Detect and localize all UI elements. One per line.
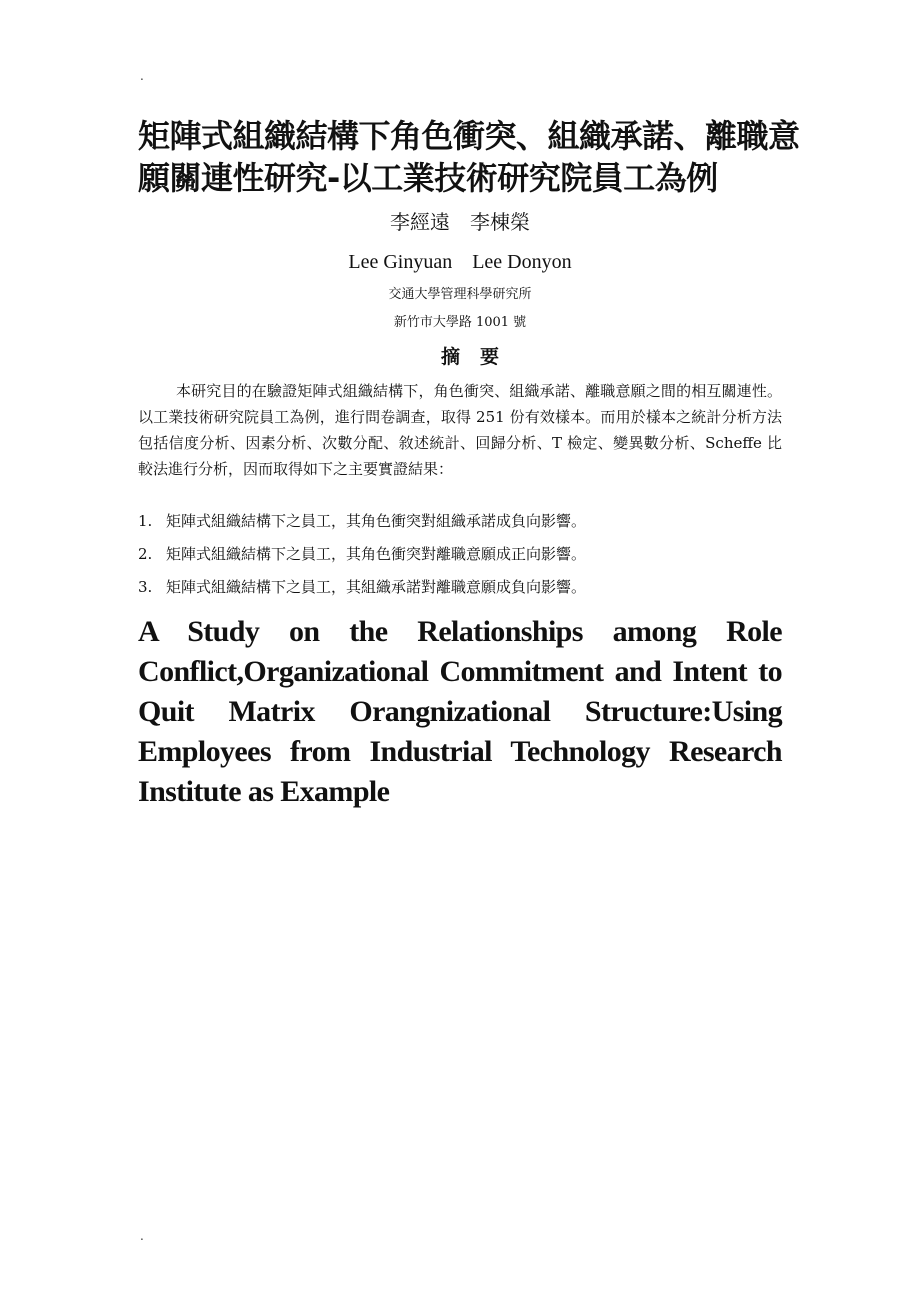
finding-item	[138, 576, 782, 609]
finding-number: 2.	[138, 545, 153, 563]
finding-number: 1.	[138, 512, 153, 530]
findings-list	[138, 510, 782, 609]
finding-item	[138, 510, 782, 543]
finding-item	[138, 543, 782, 576]
english-title-line-4: Employees from Industrial Technology Research	[138, 735, 782, 768]
finding-number: 3.	[138, 578, 153, 596]
bottom-page-mark: .	[140, 1229, 144, 1243]
chinese-title-line-2: 願關連性研究-以工業技術研究院員工為例	[138, 159, 718, 197]
english-title-line-5: Institute as Example	[138, 775, 390, 808]
finding-text: 矩陣式組織結構下之員工，其角色衝突對離職意願成正向影響。	[166, 545, 587, 563]
abstract-body: 本研究目的在驗證矩陣式組織結構下，角色衝突、組織承諾、離職意願之間的相互關連性。以工業技術研究院員工為例，進行問卷調查，取得 251 份有效樣本。而用於樣本之統計分析方法包括信度分析、因素分析、次數分配、敘述統計、回歸分析、T 檢定、變異數分析、Scheffe 比較法進行分析，因而取得如下之主要實證結果：	[138, 382, 782, 478]
authors-chinese: 李經遠 李棟榮	[390, 210, 530, 234]
chinese-title	[138, 115, 800, 199]
english-title-line-3: Quit Matrix Orangnizational Structure:Using	[138, 695, 782, 728]
top-page-mark: .	[140, 69, 144, 83]
chinese-title-line-1: 矩陣式組織結構下角色衝突、組織承諾、離職意	[138, 117, 800, 155]
finding-text: 矩陣式組織結構下之員工，其角色衝突對組織承諾成負向影響。	[166, 512, 587, 530]
english-title	[138, 612, 782, 812]
authors-english: Lee Ginyuan Lee Donyon	[348, 251, 572, 273]
affiliation: 交通大學管理科學研究所	[388, 287, 532, 302]
english-title-line-2: Conflict,Organizational Commitment and Intent to	[138, 655, 782, 688]
english-title-line-1: A Study on the Relationships among Role	[138, 615, 782, 648]
finding-text: 矩陣式組織結構下之員工，其組織承諾對離職意願成負向影響。	[166, 578, 587, 596]
address: 新竹市大學路 1001 號	[393, 315, 527, 330]
abstract-heading: 摘要	[440, 346, 519, 368]
